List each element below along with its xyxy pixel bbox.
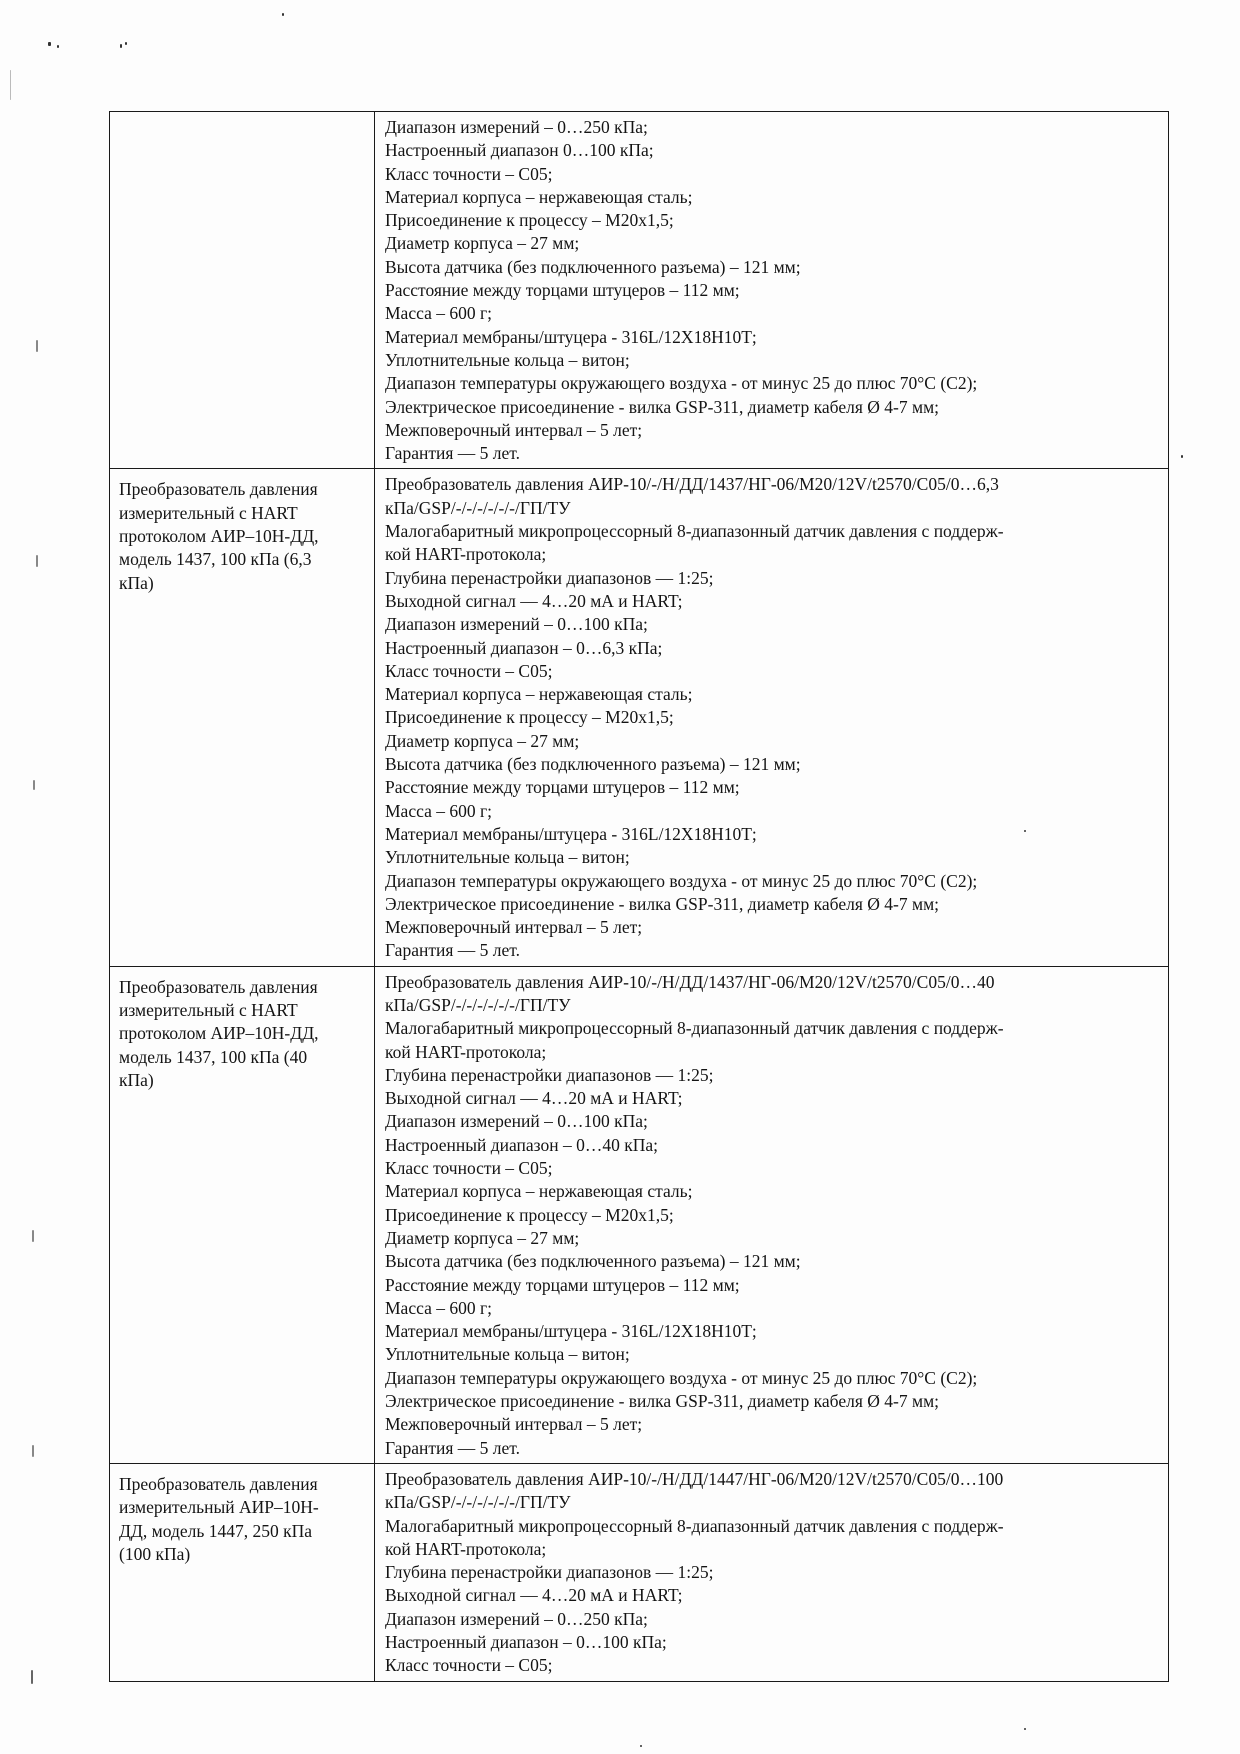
spec-line: Класс точности – С05; — [385, 1158, 553, 1179]
spec-line: Электрическое присоединение - вилка GSP-311, диаметр кабеля Ø 4-7 мм; — [385, 396, 940, 417]
spec-line: Гарантия — 5 лет. — [385, 940, 520, 961]
spec-line: Глубина перенастройки диапазонов — 1:25; — [385, 1562, 714, 1583]
scan-speck — [1181, 455, 1183, 458]
spec-line: Диапазон температуры окружающего воздуха - от минус 25 до плюс 70°С (С2); — [385, 870, 978, 891]
spec-line: Настроенный диапазон – 0…6,3 кПа; — [385, 637, 663, 658]
spec-line: Диапазон измерений – 0…100 кПа; — [385, 1111, 648, 1132]
item-name: Преобразователь давления измерительный АИР–10Н- ДД, модель 1447, 250 кПа (100 кПа) — [119, 1473, 319, 1564]
spec-line: Электрическое присоединение - вилка GSP-311, диаметр кабеля Ø 4-7 мм; — [385, 893, 940, 914]
item-name-cell — [110, 966, 375, 1463]
spec-line: Класс точности – С05; — [385, 1655, 553, 1676]
item-name: Преобразователь давления измерительный с HART протоколом АИР–10Н-ДД, модель 1437, 100 кПа (40 кПа) — [119, 976, 319, 1090]
spec-line: Класс точности – С05; — [385, 163, 553, 184]
spec-line: кой HART-протокола; — [385, 544, 547, 565]
spec-line: Настроенный диапазон – 0…100 кПа; — [385, 1632, 667, 1652]
spec-line: Межповерочный интервал – 5 лет; — [385, 419, 643, 440]
spec-line: Малогабаритный микропроцессорный 8-диапазонный датчик давления с поддерж- — [385, 521, 1004, 542]
table-row — [110, 469, 1169, 966]
spec-line: Присоединение к процессу – М20х1,5; — [385, 210, 674, 231]
item-name-cell — [110, 469, 375, 966]
spec-line: Выходной сигнал — 4…20 мА и HART; — [385, 1585, 683, 1606]
spec-line: Преобразователь давления АИР-10/-/Н/ДД/1447/НГ-06/М20/12V/t2570/С05/0…100 — [385, 1468, 1004, 1489]
spec-line: Диаметр корпуса – 27 мм; — [385, 730, 580, 751]
spec-line: Выходной сигнал — 4…20 мА и HART; — [385, 590, 683, 611]
scan-speck — [640, 1745, 642, 1747]
spec-line: Преобразователь давления АИР-10/-/Н/ДД/1437/НГ-06/М20/12V/t2570/С05/0…40 — [385, 971, 995, 992]
spec-line: Преобразователь давления АИР-10/-/Н/ДД/1437/НГ-06/М20/12V/t2570/С05/0…6,3 — [385, 474, 999, 495]
scan-speck — [125, 42, 127, 45]
table-row — [110, 112, 1169, 469]
spec-line: Диапазон измерений – 0…100 кПа; — [385, 614, 648, 635]
spec-line: Присоединение к процессу – М20х1,5; — [385, 1204, 674, 1225]
spec-line: Масса – 600 г; — [385, 303, 493, 324]
spec-line: Диапазон измерений – 0…250 кПа; — [385, 117, 648, 137]
scan-speck — [32, 1230, 34, 1242]
spec-line: Электрическое присоединение - вилка GSP-311, диаметр кабеля Ø 4-7 мм; — [385, 1391, 940, 1412]
spec-line: Межповерочный интервал – 5 лет; — [385, 917, 643, 938]
spec-line: Расстояние между торцами штуцеров – 112 мм; — [385, 1274, 740, 1295]
scan-speck — [48, 42, 51, 46]
scan-speck — [57, 45, 59, 48]
spec-line: Настроенный диапазон 0…100 кПа; — [385, 140, 654, 161]
spec-line: Глубина перенастройки диапазонов — 1:25; — [385, 1064, 714, 1085]
scan-speck — [32, 1445, 34, 1457]
scan-speck — [36, 340, 38, 352]
spec-line: Диапазон измерений – 0…250 кПа; — [385, 1608, 648, 1629]
item-name-cell — [110, 1463, 375, 1681]
item-name: Преобразователь давления измерительный с HART протоколом АИР–10Н-ДД, модель 1437, 100 кПа (6,3 кПа) — [119, 479, 319, 593]
spec-line: Расстояние между торцами штуцеров – 112 мм; — [385, 777, 740, 798]
scan-speck — [120, 44, 122, 48]
specification-table — [109, 111, 1169, 1682]
table-row — [110, 966, 1169, 1463]
table-body — [110, 112, 1169, 1682]
spec-line: Уплотнительные кольца – витон; — [385, 847, 630, 868]
spec-line: Гарантия — 5 лет. — [385, 443, 520, 464]
scan-speck — [36, 555, 38, 567]
spec-cell — [375, 966, 1169, 1463]
spec-line: Выходной сигнал — 4…20 мА и HART; — [385, 1088, 683, 1109]
spec-line: Класс точности – С05; — [385, 660, 553, 681]
spec-line: Уплотнительные кольца – витон; — [385, 1344, 630, 1365]
spec-line: Малогабаритный микропроцессорный 8-диапазонный датчик давления с поддерж- — [385, 1018, 1004, 1039]
spec-line: Уплотнительные кольца – витон; — [385, 349, 630, 370]
spec-line: Материал мембраны/штуцера - 316L/12Х18Н10Т; — [385, 326, 757, 347]
spec-line: Высота датчика (без подключенного разъема) – 121 мм; — [385, 1251, 801, 1272]
spec-line: Диапазон температуры окружающего воздуха - от минус 25 до плюс 70°С (С2); — [385, 1367, 978, 1388]
spec-line: кПа/GSP/-/-/-/-/-/-/ГП/ТУ — [385, 1492, 571, 1513]
spec-line: Масса – 600 г; — [385, 1297, 493, 1318]
spec-line: Настроенный диапазон – 0…40 кПа; — [385, 1134, 659, 1155]
spec-line: кПа/GSP/-/-/-/-/-/-/ГП/ТУ — [385, 994, 571, 1015]
spec-line: Материал корпуса – нержавеющая сталь; — [385, 1181, 693, 1202]
spec-line: Присоединение к процессу – М20х1,5; — [385, 707, 674, 728]
spec-cell — [375, 112, 1169, 469]
spec-cell — [375, 1463, 1169, 1681]
spec-line: Материал корпуса – нержавеющая сталь; — [385, 684, 693, 705]
spec-line: Высота датчика (без подключенного разъема) – 121 мм; — [385, 754, 801, 775]
spec-line: Малогабаритный микропроцессорный 8-диапазонный датчик давления с поддерж- — [385, 1515, 1004, 1536]
scan-speck — [33, 780, 35, 790]
scan-speck — [282, 13, 284, 16]
spec-line: кой HART-протокола; — [385, 1538, 547, 1559]
spec-line: Высота датчика (без подключенного разъема) – 121 мм; — [385, 256, 801, 277]
spec-line: Расстояние между торцами штуцеров – 112 мм; — [385, 280, 740, 301]
spec-cell — [375, 469, 1169, 966]
table-row — [110, 1463, 1169, 1681]
spec-line: кПа/GSP/-/-/-/-/-/-/ГП/ТУ — [385, 497, 571, 518]
spec-line: Материал мембраны/штуцера - 316L/12Х18Н10Т; — [385, 1321, 757, 1342]
scan-speck — [10, 70, 11, 100]
spec-line: Масса – 600 г; — [385, 800, 493, 821]
scan-speck — [1024, 1728, 1026, 1730]
spec-line: Материал корпуса – нержавеющая сталь; — [385, 186, 693, 207]
item-name-cell — [110, 112, 375, 469]
spec-line: Гарантия — 5 лет. — [385, 1437, 520, 1458]
spec-line: кой HART-протокола; — [385, 1041, 547, 1062]
scan-speck — [31, 1670, 33, 1684]
spec-line: Диаметр корпуса – 27 мм; — [385, 1227, 580, 1248]
spec-line: Межповерочный интервал – 5 лет; — [385, 1414, 643, 1435]
spec-line: Диапазон температуры окружающего воздуха - от минус 25 до плюс 70°С (С2); — [385, 373, 978, 394]
spec-line: Глубина перенастройки диапазонов — 1:25; — [385, 567, 714, 588]
spec-line: Материал мембраны/штуцера - 316L/12Х18Н10Т; — [385, 823, 757, 844]
spec-line: Диаметр корпуса – 27 мм; — [385, 233, 580, 254]
